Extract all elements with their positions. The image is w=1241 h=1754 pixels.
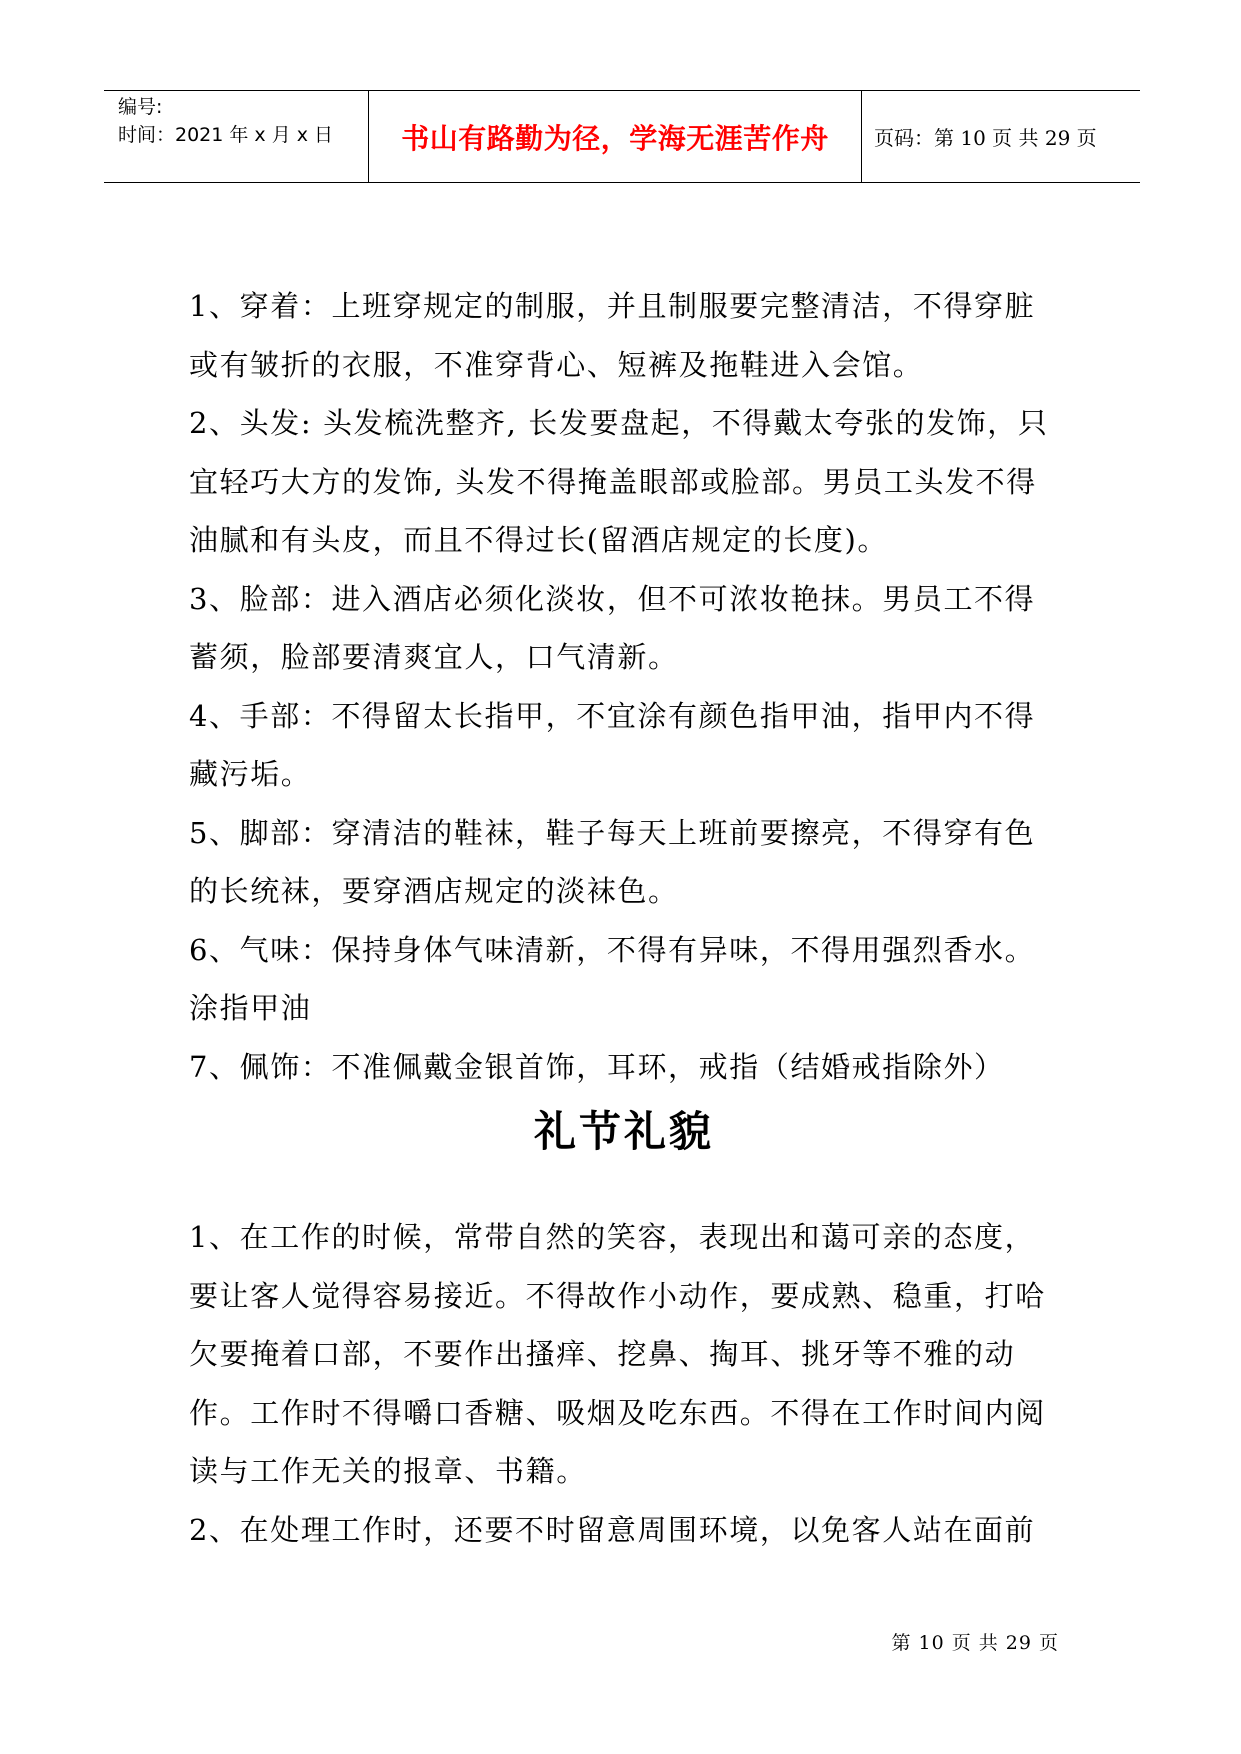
header-motto: 书山有路勤为径，学海无涯苦作舟 [369, 91, 862, 182]
header-meta-cell [104, 91, 369, 182]
header-page-code: 页码：第 10 页 共 29 页 [874, 126, 1097, 150]
paragraph-face: 3、脸部：进入酒店必须化淡妆，但不可浓妆艳抹。男员工不得蓄须，脸部要清爽宜人，口气清新。 [189, 581, 1036, 674]
paragraph-etiquette-2: 2、在处理工作时，还要不时留意周围环境，以免客人站在面前 [189, 1512, 1036, 1547]
document-body [189, 277, 1059, 1559]
page-header [104, 90, 1140, 183]
page-footer: 第 10 页 共 29 页 [891, 1632, 1059, 1654]
paragraph-accessories: 7、佩饰：不准佩戴金银首饰，耳环，戒指（结婚戒指除外） [189, 1049, 1005, 1084]
document-code-label: 编号: [118, 96, 163, 118]
paragraph-attire: 1、穿着：上班穿规定的制服，并且制服要完整清洁，不得穿脏或有皱折的衣服，不准穿背心、短裤及拖鞋进入会馆。 [189, 289, 1036, 382]
section-title: 礼节礼貌 [533, 1107, 714, 1156]
paragraph-odor: 6、气味：保持身体气味清新，不得有异味，不得用强烈香水。涂指甲油 [189, 932, 1036, 1025]
paragraph-hair: 2、头发: 头发梳洗整齐, 长发要盘起，不得戴太夸张的发饰，只宜轻巧大方的发饰, 头发不得掩盖眼部或脸部。男员工头发不得油腻和有头皮，而且不得过长(留酒店规定的长度)。 [189, 406, 1049, 557]
document-time-label: 时间：2021 年 x 月 x 日 [118, 124, 334, 146]
paragraph-hands: 4、手部：不得留太长指甲，不宜涂有颜色指甲油，指甲内不得藏污垢。 [189, 698, 1036, 791]
paragraph-etiquette-1: 1、在工作的时候，常带自然的笑容，表现出和蔼可亲的态度，要让客人觉得容易接近。不得故作小动作，要成熟、稳重，打哈欠要掩着口部，不要作出搔痒、挖鼻、掏耳、挑牙等不雅的动作。工作时不得嚼口香糖、吸烟及吃东西。不得在工作时间内阅读与工作无关的报章、书籍。 [189, 1220, 1046, 1488]
paragraph-feet: 5、脚部：穿清洁的鞋袜，鞋子每天上班前要擦亮，不得穿有色的长统袜，要穿酒店规定的淡袜色。 [189, 815, 1036, 908]
